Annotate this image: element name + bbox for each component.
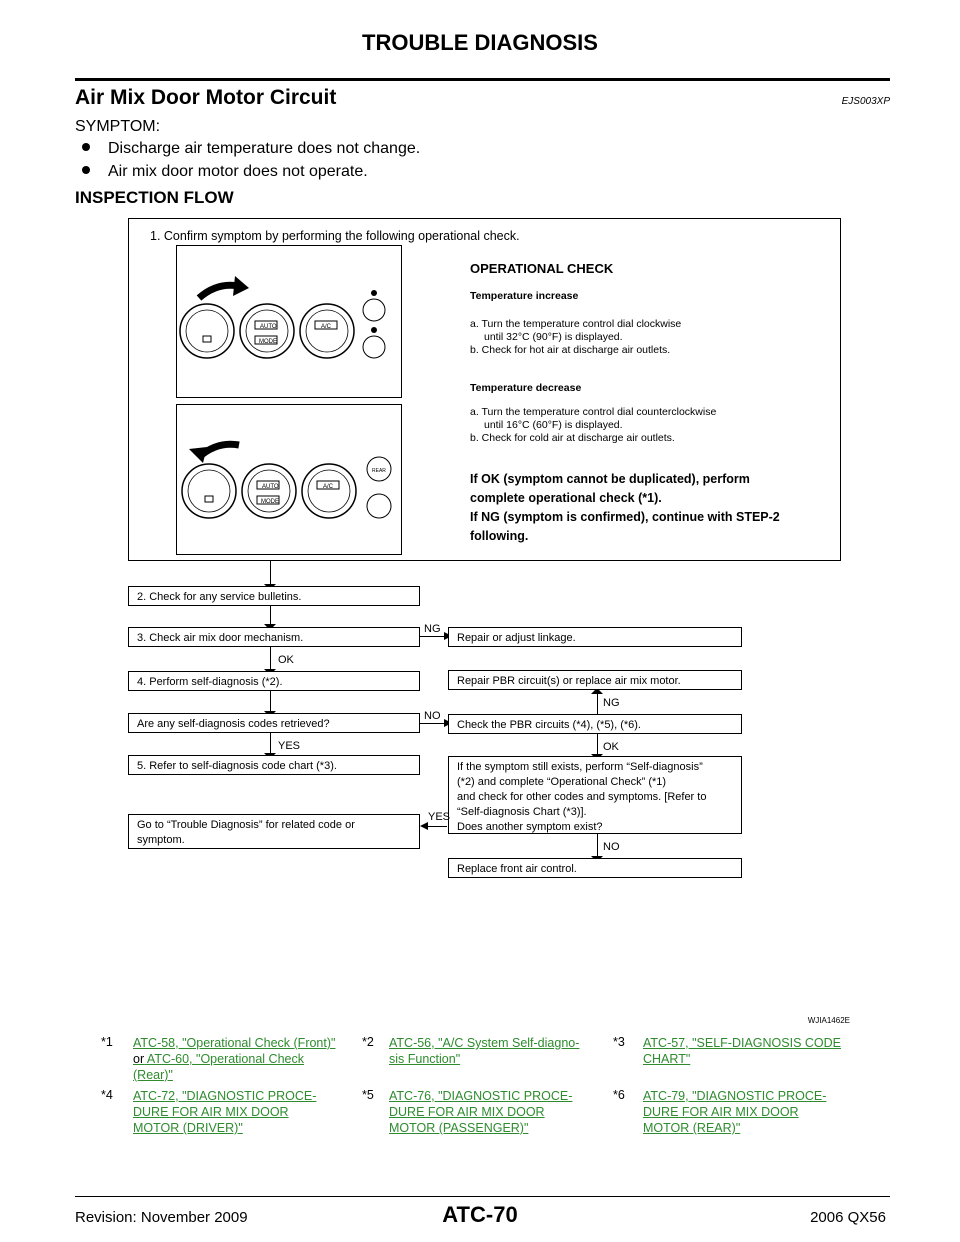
svg-text:MODE: MODE [261, 499, 279, 505]
footnote-key: *6 [613, 1088, 625, 1102]
flow-label-ng: NG [603, 697, 620, 709]
svg-text:AUTO: AUTO [262, 484, 279, 490]
footer-model: 2006 QX56 [810, 1209, 886, 1226]
flow-goto-trouble-diagnosis-box: Go to “Trouble Diagnosis” for related code or symptom. [128, 814, 420, 849]
temp-increase-step-a-cont: until 32°C (90°F) is displayed. [484, 331, 623, 343]
flow-step2-box: 2. Check for any service bulletins. [128, 586, 420, 606]
flow-symptom-exists-box: If the symptom still exists, perform “Self-diagnosis” (*2) and complete “Operational Check” (*1) and check for other codes and symptoms. [Refer to “Self-diagnosis Chart (*3)]. Does another symptom exist? [448, 756, 742, 834]
footnote-key: *1 [101, 1035, 113, 1049]
footnote-key: *5 [362, 1088, 374, 1102]
footnote-link-3[interactable]: ATC-57, "SELF-DIAGNOSIS CODE CHART" [643, 1036, 841, 1066]
footer-page-number: ATC-70 [442, 1202, 518, 1227]
flow-step4-box: 4. Perform self-diagnosis (*2). [128, 671, 420, 691]
footnote-link-6[interactable]: ATC-79, "DIAGNOSTIC PROCE- DURE FOR AIR MIX DOOR MOTOR (REAR)" [643, 1089, 827, 1135]
footnote-link-4[interactable]: ATC-72, "DIAGNOSTIC PROCE- DURE FOR AIR MIX DOOR MOTOR (DRIVER)" [133, 1089, 317, 1135]
flow-label-ok: OK [603, 741, 619, 753]
step1-result-text: If OK (symptom cannot be duplicated), perform complete operational check (*1). If NG (symptom is confirmed), continue with STEP-2 following. [470, 472, 780, 543]
temp-decrease-title: Temperature decrease [470, 382, 582, 394]
flow-step3-box: 3. Check air mix door mechanism. [128, 627, 420, 647]
inspection-flow-title: INSPECTION FLOW [75, 188, 234, 207]
temp-increase-title: Temperature increase [470, 290, 579, 302]
footnote-key: *2 [362, 1035, 374, 1049]
temp-decrease-step-a: a. Turn the temperature control dial counterclockwise [470, 406, 717, 418]
temp-increase-step-b: b. Check for hot air at discharge air outlets. [470, 344, 671, 356]
figure-code: WJIA1462E [807, 1016, 850, 1025]
footer-revision: Revision: November 2009 [75, 1209, 248, 1226]
flow-label-no: NO [603, 841, 620, 853]
footnote-link-2[interactable]: ATC-56, "A/C System Self-diagno- sis Function" [389, 1036, 580, 1066]
flow-repair-pbr-box: Repair PBR circuit(s) or replace air mix motor. [448, 670, 742, 690]
flow-replace-control-box: Replace front air control. [448, 858, 742, 878]
operational-check-title: OPERATIONAL CHECK [470, 261, 614, 276]
svg-text:AUTO: AUTO [260, 324, 277, 330]
footnote-link-1[interactable]: ATC-58, "Operational Check (Front)" or ATC-60, "Operational Check (Rear)" [133, 1036, 336, 1082]
flow-check-pbr-box: Check the PBR circuits (*4), (*5), (*6). [448, 714, 742, 734]
svg-text:MODE: MODE [259, 339, 277, 345]
temp-increase-step-a: a. Turn the temperature control dial clockwise [470, 318, 682, 330]
footnote-link-5[interactable]: ATC-76, "DIAGNOSTIC PROCE- DURE FOR AIR MIX DOOR MOTOR (PASSENGER)" [389, 1089, 573, 1135]
flow-label-yes: YES [428, 811, 451, 823]
svg-text:REAR: REAR [372, 468, 386, 474]
symptom-item: Air mix door motor does not operate. [82, 163, 368, 181]
footnote-key: *4 [101, 1088, 113, 1102]
flow-repair-linkage-box: Repair or adjust linkage. [448, 627, 742, 647]
section-title: Air Mix Door Motor Circuit [75, 86, 337, 109]
svg-text:A/C: A/C [321, 324, 332, 330]
section-ref-code: EJS003XP [841, 96, 890, 107]
flow-label-ok: OK [278, 654, 294, 666]
flow-step5-box: 5. Refer to self-diagnosis code chart (*3). [128, 755, 420, 775]
flow-label-ng: NG [424, 623, 441, 635]
footer-rule [75, 1196, 890, 1197]
temp-decrease-step-b: b. Check for cold air at discharge air outlets. [470, 432, 675, 444]
flow-label-no: NO [424, 710, 441, 722]
footnote-key: *3 [613, 1035, 625, 1049]
flow-codes-question-box: Are any self-diagnosis codes retrieved? [128, 713, 420, 733]
symptom-label: SYMPTOM: [75, 118, 161, 135]
symptom-item: Discharge air temperature does not change. [82, 140, 420, 158]
flow-label-yes: YES [278, 740, 301, 752]
page-header-title: TROUBLE DIAGNOSIS [362, 30, 598, 55]
temp-decrease-step-a-cont: until 16°C (60°F) is displayed. [484, 419, 623, 431]
svg-text:A/C: A/C [323, 484, 334, 490]
step1-text: 1. Confirm symptom by performing the following operational check. [150, 229, 520, 243]
